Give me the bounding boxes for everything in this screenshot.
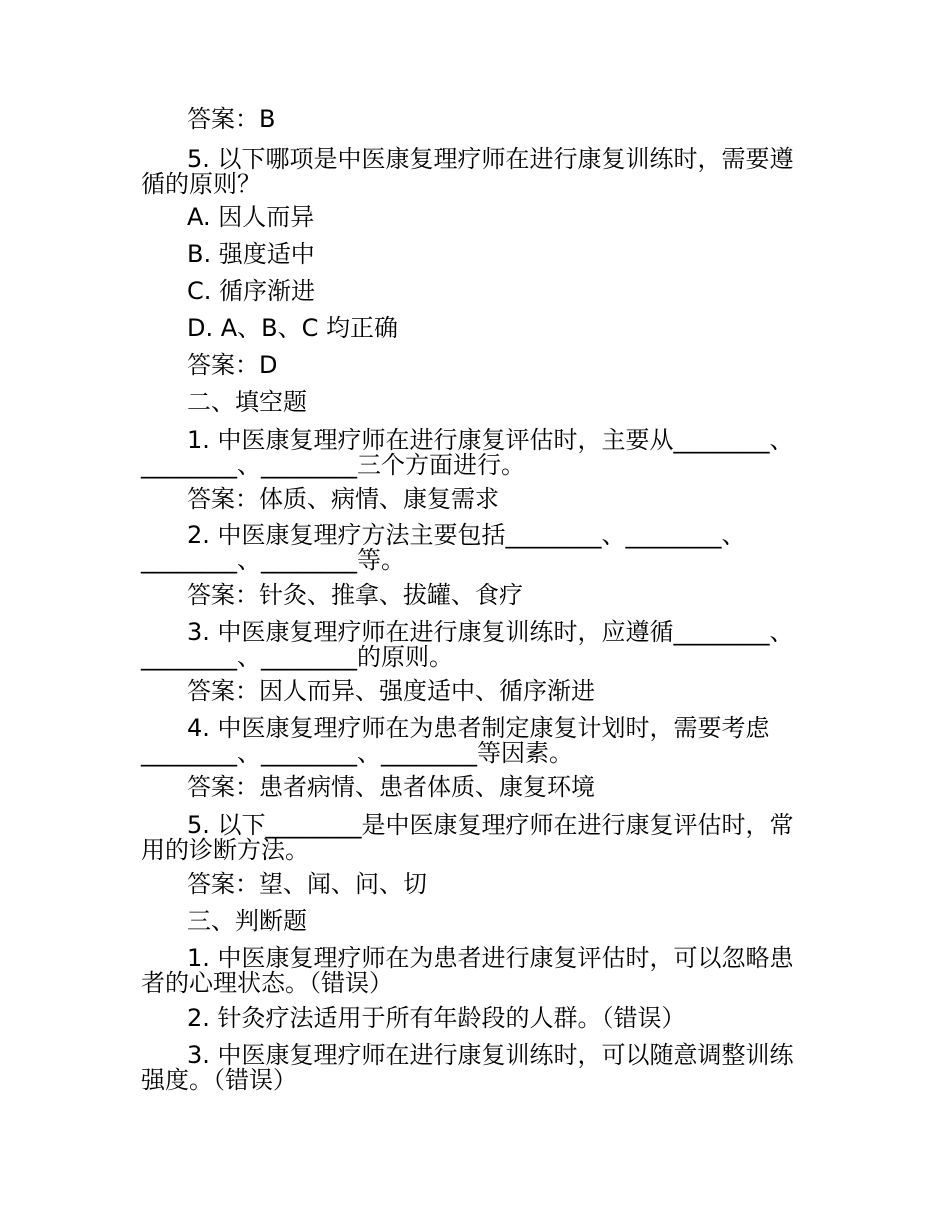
option-c: C. 循序渐进 [187, 277, 316, 305]
judgement-item: 1. 中医康复理疗师在为患者进行康复评估时，可以忽略患者的心理状态。（错误） [141, 944, 794, 997]
option-a: A. 因人而异 [187, 203, 315, 231]
question-text: 5. 以下________是中医康复理疗师在进行康复评估时，常用的诊断方法。 [141, 811, 794, 864]
answer-line: 答案：针灸、推拿、拔罐、食疗 [187, 581, 523, 609]
judgement-item: 3. 中医康复理疗师在进行康复训练时，可以随意调整训练强度。（错误） [141, 1041, 794, 1094]
judgement-item: 2. 针灸疗法适用于所有年龄段的人群。（错误） [187, 1004, 686, 1032]
option-b: B. 强度适中 [187, 240, 315, 268]
answer-line: 答案：B [187, 105, 276, 133]
question-text: 5. 以下哪项是中医康复理疗师在进行康复训练时，需要遵循的原则？ [141, 145, 794, 198]
answer-line: 答案：因人而异、强度适中、循序渐进 [187, 677, 595, 705]
answer-line: 答案：D [187, 351, 278, 379]
question-text: 1. 中医康复理疗师在进行康复评估时，主要从________、________、________三个方面进行。 [141, 426, 794, 479]
question-text: 3. 中医康复理疗师在进行康复训练时，应遵循________、________、________的原则。 [141, 618, 794, 671]
question-text: 2. 中医康复理疗方法主要包括________、________、________、________等。 [141, 521, 746, 574]
answer-line: 答案：望、闻、问、切 [187, 870, 427, 898]
answer-line: 答案：患者病情、患者体质、康复环境 [187, 773, 595, 801]
section-heading: 二、填空题 [187, 388, 307, 416]
option-d: D. A、B、C 均正确 [187, 314, 399, 342]
answer-line: 答案：体质、病情、康复需求 [187, 485, 499, 513]
section-heading: 三、判断题 [187, 907, 307, 935]
question-text: 4. 中医康复理疗师在为患者制定康复计划时，需要考虑________、________、________等因素。 [141, 714, 770, 767]
